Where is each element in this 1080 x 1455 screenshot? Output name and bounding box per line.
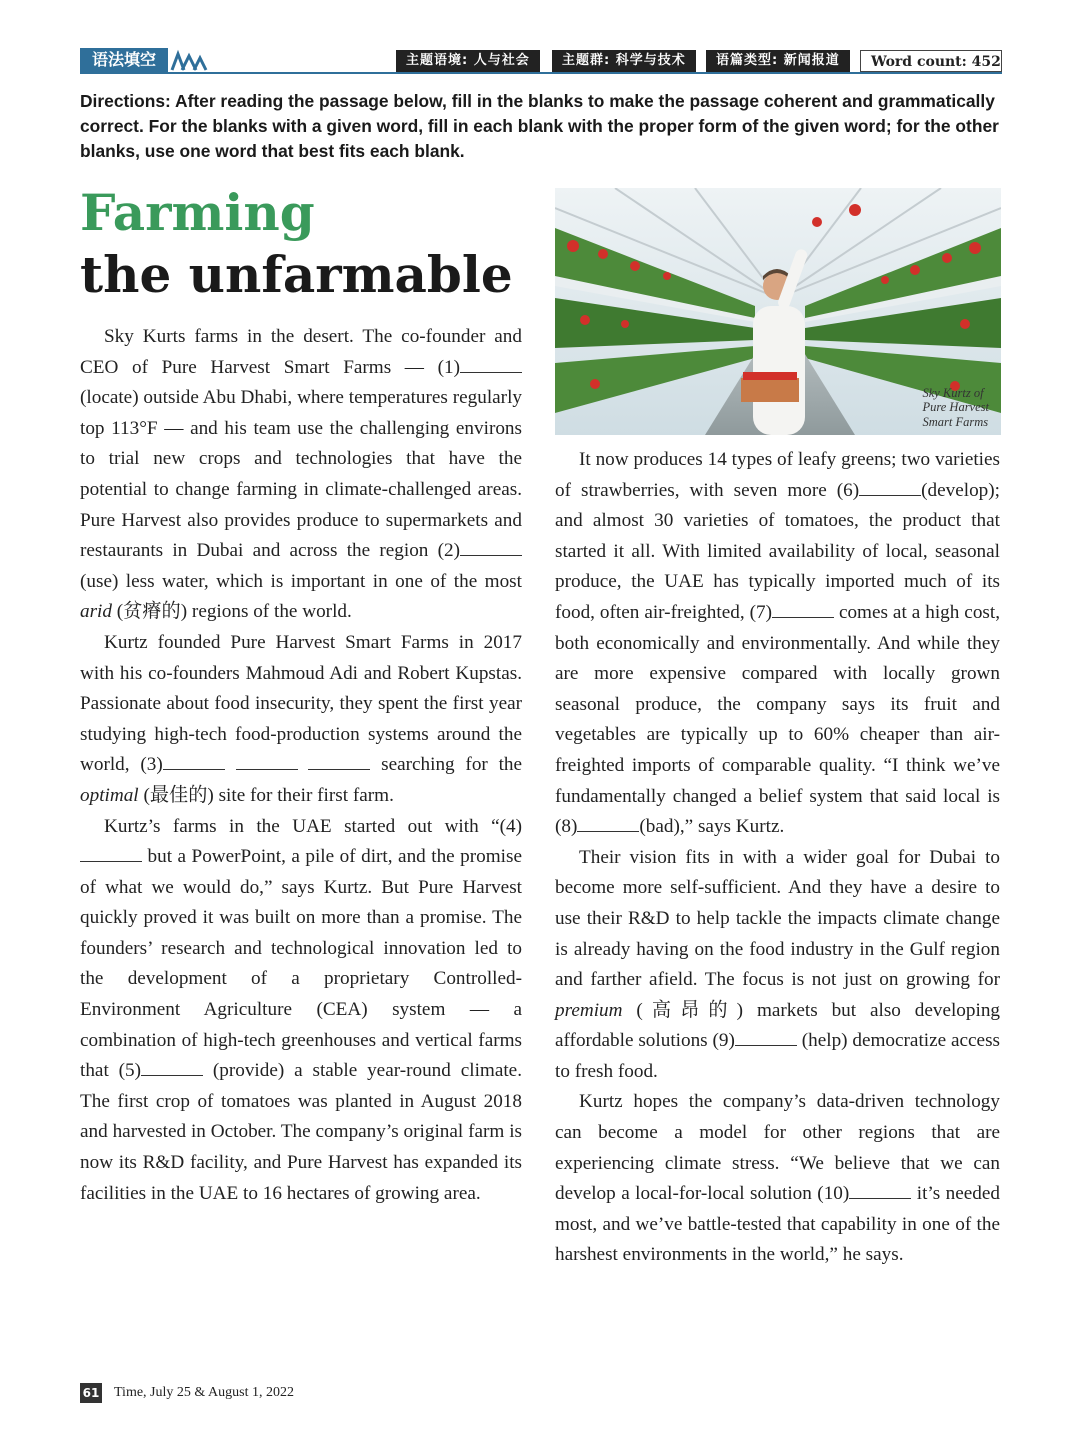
paragraph-4: It now produces 14 types of leafy greens; two varieties of strawberries, with seven more (6) (develop); and almost 30 varieties of tomatoes, the product that started it all. With limited availability of local, seasonal produce, the UAE has typically imported much of its food, often air-freighted, (7) comes at a high cost, both economically and environmentally. And while they are more expensive compared with locally grown seasonal produce, the company says its fruit and vegetables are typically up to 60% cheaper than air-freighted imports of comparable quality. “I think we’ve fundamentally changed a belief system that said local is (8) (bad),” says Kurtz. <box>555 449 1001 838</box>
article-title-line1: Farming <box>80 183 315 242</box>
photo-caption: Sky Kurtz of Pure Harvest Smart Farms <box>922 385 989 429</box>
blank-3a[interactable] <box>163 751 225 770</box>
blank-7[interactable] <box>772 599 834 618</box>
paragraph-2: Kurtz founded Pure Harvest Smart Farms in 2017 with his co-founders Mahmoud Adi and Robert Kupstas. Passionate about food insecurity, they spent the first year studying high-tech food-production systems around the world, (3) searching for the optimal (最佳的) site for their first farm. <box>80 631 523 806</box>
blank-8[interactable] <box>577 813 639 832</box>
paragraph-6: Kurtz hopes the company’s data-driven technology can become a model for other regions that are experiencing climate stress. “We believe that we can develop a local-for-local solution (10) it’s needed most, and we’ve battle-tested that capability in one of the harshest environments in the world,” he says. <box>555 1091 1000 1266</box>
blank-9[interactable] <box>735 1027 797 1046</box>
directions-text: Directions: After reading the passage below, fill in the blanks to make the passage coherent and grammatically correct. For the blanks with a given word, fill in each blank with the proper form of the given word; for the other blanks, use one word that best fits each blank. <box>80 91 999 161</box>
text-type-badge: 语篇类型: 新闻报道 <box>706 50 850 72</box>
source-citation: Time, July 25 & August 1, 2022 <box>114 1385 294 1400</box>
header-rule <box>80 72 1002 74</box>
article-title-line2: the unfarmable <box>80 245 513 304</box>
section-tag: 语法填空 <box>80 48 168 72</box>
blank-3b[interactable] <box>236 751 298 770</box>
theme-group-badge: 主题群: 科学与技术 <box>552 50 696 72</box>
blank-4[interactable] <box>80 843 142 862</box>
blank-2[interactable] <box>460 537 522 556</box>
blank-10[interactable] <box>849 1180 911 1199</box>
greenhouse-photo <box>555 188 1001 435</box>
word-count-badge: Word count: 452 <box>860 50 1002 72</box>
paragraph-1: Sky Kurts farms in the desert. The co-founder and CEO of Pure Harvest Smart Farms — (1) (locate) outside Abu Dhabi, where temperatures regularly top 113°F — and his team use the challenging environs to trial new crops and technologies that have the potential to change farming in climate-challenged areas. Pure Harvest also provides produce to supermarkets and restaurants in Dubai and across the region (2)(use) less water, which is important in one of the most arid (贫瘠的) regions of the world. <box>80 326 522 623</box>
blank-5[interactable] <box>141 1057 203 1076</box>
mountain-logo-icon <box>170 48 208 72</box>
paragraph-3: Kurtz’s farms in the UAE started out with “(4) but a PowerPoint, a pile of dirt, and the promise of what we would do,” says Kurtz. But Pure Harvest quickly proved it was built on more than a promise. The founders’ research and technological innovation led to the development of a proprietary Controlled- Environment Agriculture (CEA) system — a combination of high-tech greenhouses and vertical farms that (5) (provide) a stable year-round climate. The first crop of tomatoes was planted in August 2018 and harvested in October. The company’s original farm is now its R&D facility, and Pure Harvest has expanded its facilities in the UAE to 16 hectares of growing area. <box>80 815 522 1204</box>
blank-3c[interactable] <box>308 751 370 770</box>
theme-badge: 主题语境: 人与社会 <box>396 50 540 72</box>
right-column <box>555 445 1000 1271</box>
page-number: 61 <box>80 1383 102 1403</box>
left-column <box>80 322 522 1209</box>
blank-1[interactable] <box>460 354 522 373</box>
paragraph-5: Their vision fits in with a wider goal for Dubai to become more self-sufficient. And they have a desire to use their R&D to help tackle the impacts climate change is already having on the food industry in the Gulf region and farther afield. The focus is not just on growing for premium (高昂的) markets but also developing affordable solutions (9) (help) democratize access to fresh food. <box>555 846 1001 1082</box>
blank-6[interactable] <box>859 477 921 496</box>
